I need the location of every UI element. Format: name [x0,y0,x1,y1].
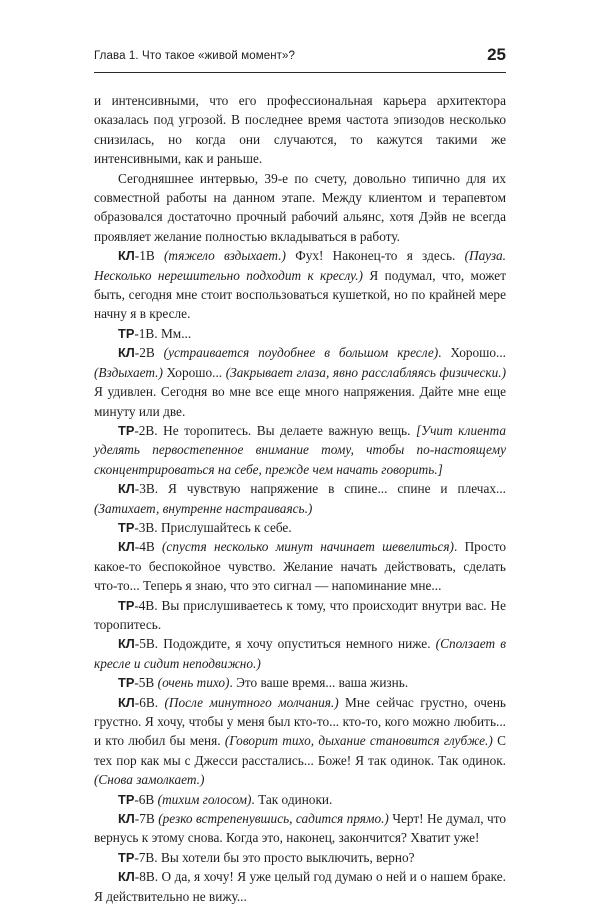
paragraph-text: -2В [134,345,164,361]
stage-direction: (Пауза. Несколько нерешительно подходит к креслу.) [94,248,506,283]
paragraph-text: Черт! Не думал, что вернусь к этому снова. Когда это, наконец, закончится? Хватит уже! [94,811,506,846]
stage-direction: (тяжело вздыхает.) [164,248,286,264]
speaker-label: КЛ [118,345,135,361]
stage-direction: (тихим голосом) [157,791,252,807]
paragraph [94,848,506,867]
stage-direction: [Учит клиента уделять первостепенное внимание тому, чтобы по-настоящему сконцентрироваться на себе, прежде чем начать говорить.] [94,422,507,477]
paragraph-text: Я подумал, что, может быть, сегодня мне стоит воспользоваться кушеткой, но по крайней мере начну я в кресле. [94,267,507,322]
stage-direction: (Затихает, внутренне настраиваясь.) [94,500,313,516]
stage-direction: (Закрывает глаза, явно расслабляясь физически.) [225,364,506,380]
paragraph-text: . Хорошо... [438,345,506,361]
stage-direction: (Снова замолкает.) [94,772,205,788]
stage-direction: (очень тихо) [157,675,230,691]
stage-direction: (Вздыхает.) [94,364,163,380]
chapter-title: Глава 1. Что такое «живой момент»? [94,50,296,62]
paragraph-text: -7В. Вы хотели бы это просто выключить, верно? [134,849,415,865]
speaker-label: ТР [118,519,135,535]
paragraph [94,169,506,247]
paragraph-text: -3В. Я чувствую напряжение в спине... спине и плечах... [134,481,506,497]
paragraph-text: . Так одиноки. [251,791,333,807]
paragraph-text: С тех пор как мы с Джесси расстались... Боже! Я так одинок. Так одинок. [94,733,506,768]
paragraph-text: Фух! Наконец-то я здесь. [285,248,465,264]
running-header [94,46,506,73]
speaker-label: КЛ [118,694,135,710]
stage-direction: (Говорит тихо, дыхание становится глубже.) [224,733,493,749]
speaker-label: КЛ [118,481,135,497]
speaker-label: ТР [118,791,135,807]
paragraph [94,693,506,790]
paragraph-text: -1В [134,248,164,264]
stage-direction: (Сползает в кресле и сидит неподвижно.) [94,636,506,671]
paragraph-text: Хорошо... [162,364,226,380]
paragraph [94,479,506,518]
paragraph-text: -7В [134,811,159,827]
paragraph-text: -6В. [134,694,165,710]
paragraph [94,634,506,673]
paragraph [94,790,506,809]
speaker-label: ТР [118,675,135,691]
paragraph [94,596,506,635]
speaker-label: ТР [118,325,135,341]
speaker-label: КЛ [118,636,135,652]
paragraph-text: -6В [134,791,158,807]
paragraph [94,324,506,343]
paragraph-text: -3В. Прислушайтесь к себе. [134,519,292,535]
speaker-label: КЛ [118,811,135,827]
paragraph [94,246,506,324]
paragraph [94,867,506,906]
speaker-label: ТР [118,597,135,613]
page-number: 25 [487,45,506,64]
speaker-label: ТР [118,849,135,865]
paragraph-text: и интенсивными, что его профессиональная карьера архитектора оказалась под угрозой. В последнее время частота эпизодов несколько снизилась, но когда они случаются, то кажутся такими же интенсивными, как и раньше. [94,93,506,167]
paragraph-text: . Просто какое-то беспокойное чувство. Желание начать действовать, сделать что-то... Теперь я знаю, что это сигнал — напоминание мне... [94,539,506,594]
paragraph-text: -5В. Подождите, я хочу опуститься немного ниже. [134,636,436,652]
paragraph [94,518,506,537]
speaker-label: КЛ [118,248,135,264]
paragraph-text: -4В [134,539,162,555]
paragraph-text: Я удивлен. Сегодня во мне все еще много напряжения. Дайте мне еще минуту или две. [94,384,506,419]
speaker-label: ТР [118,422,135,438]
paragraph-text: . Это ваше время... ваша жизнь. [229,675,409,691]
paragraph-text: -2В. Не торопитесь. Вы делаете важную вещь. [134,422,416,438]
paragraph [94,809,506,848]
paragraph-text: Сегодняшнее интервью, 39-е по счету, довольно типично для их совместной работы на данном этапе. Между клиентом и терапевтом образовался достаточно прочный рабочий альянс, хотя Дэйв не всегда проявляет желание полностью вкладываться в работу. [94,170,506,244]
paragraph-text: -4В. Вы прислушиваетесь к тому, что происходит внутри вас. Не торопитесь. [94,597,506,632]
stage-direction: (резко встрепенувшись, садится прямо.) [158,811,389,827]
speaker-label: КЛ [118,869,135,885]
paragraph [94,537,506,595]
speaker-label: КЛ [118,539,135,555]
stage-direction: (спустя несколько минут начинает шевелиться) [162,539,454,555]
paragraph [94,343,506,421]
paragraph [94,91,506,169]
paragraph-text: -1В. Мм... [134,325,192,341]
body-text [94,91,506,906]
paragraph [94,673,506,692]
stage-direction: (После минутного молчания.) [164,694,339,710]
paragraph-text: Мне сейчас грустно, очень грустно. Я хочу, чтобы у меня был кто-то... кто-то, кого можно любить... и кто любил бы меня. [94,694,506,749]
paragraph-text: -5В [134,675,158,691]
paragraph [94,421,506,479]
stage-direction: (устраивается поудобнее в большом кресле) [163,345,439,361]
paragraph-text: -8В. О да, я хочу! Я уже целый год думаю о ней и о нашем браке. Я действительно не вижу... [94,869,506,904]
